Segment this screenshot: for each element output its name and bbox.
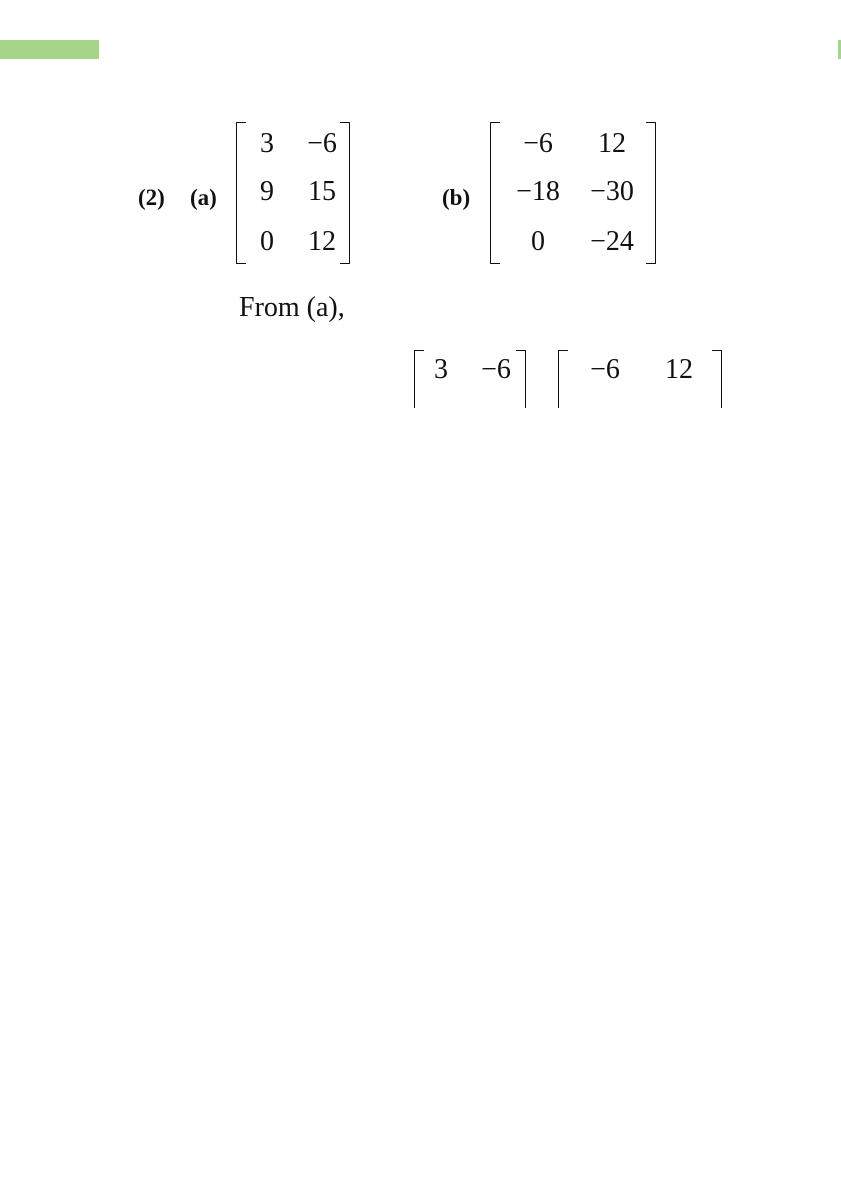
matrix-b-cell: 0 [531,226,545,257]
matrix-a [236,122,350,264]
partial-matrix-1 [414,350,526,408]
part-a-label: (a) [190,185,217,210]
partial-matrix-1-cell: 3 [434,354,448,385]
from-a-text: From (a), [239,292,345,323]
partial-matrix-1-cell: −6 [481,354,511,385]
section-accent-bar [0,40,99,59]
partial-matrix-2-cell: −6 [590,354,620,385]
matrix-b-cell: 12 [598,128,626,159]
matrix-b [490,122,656,264]
matrix-b-left-bracket [490,122,500,264]
matrix-a-cell: 3 [260,128,274,159]
matrix-a-cell: 9 [260,176,274,207]
problem-number: (2) [138,185,165,210]
matrix-b-cell: −6 [523,128,553,159]
partial-matrix-1-left-bracket [414,350,424,408]
partial-matrix-2-right-bracket [712,350,722,408]
part-b-label: (b) [442,185,471,210]
partial-matrix-2-left-bracket [558,350,568,408]
matrix-a-cell: 12 [308,226,336,257]
cutoff-equation-line [0,340,841,408]
matrix-a-cell: −6 [307,128,337,159]
matrix-b-cell: −30 [590,176,634,207]
partial-matrix-2-cell: 12 [665,354,693,385]
matrix-b-cell: −24 [590,226,634,257]
matrix-a-cell: 0 [260,226,274,257]
matrix-b-cell: −18 [516,176,560,207]
matrix-a-cell: 15 [308,176,336,207]
partial-matrix-2 [558,350,722,408]
matrix-a-left-bracket [236,122,246,264]
